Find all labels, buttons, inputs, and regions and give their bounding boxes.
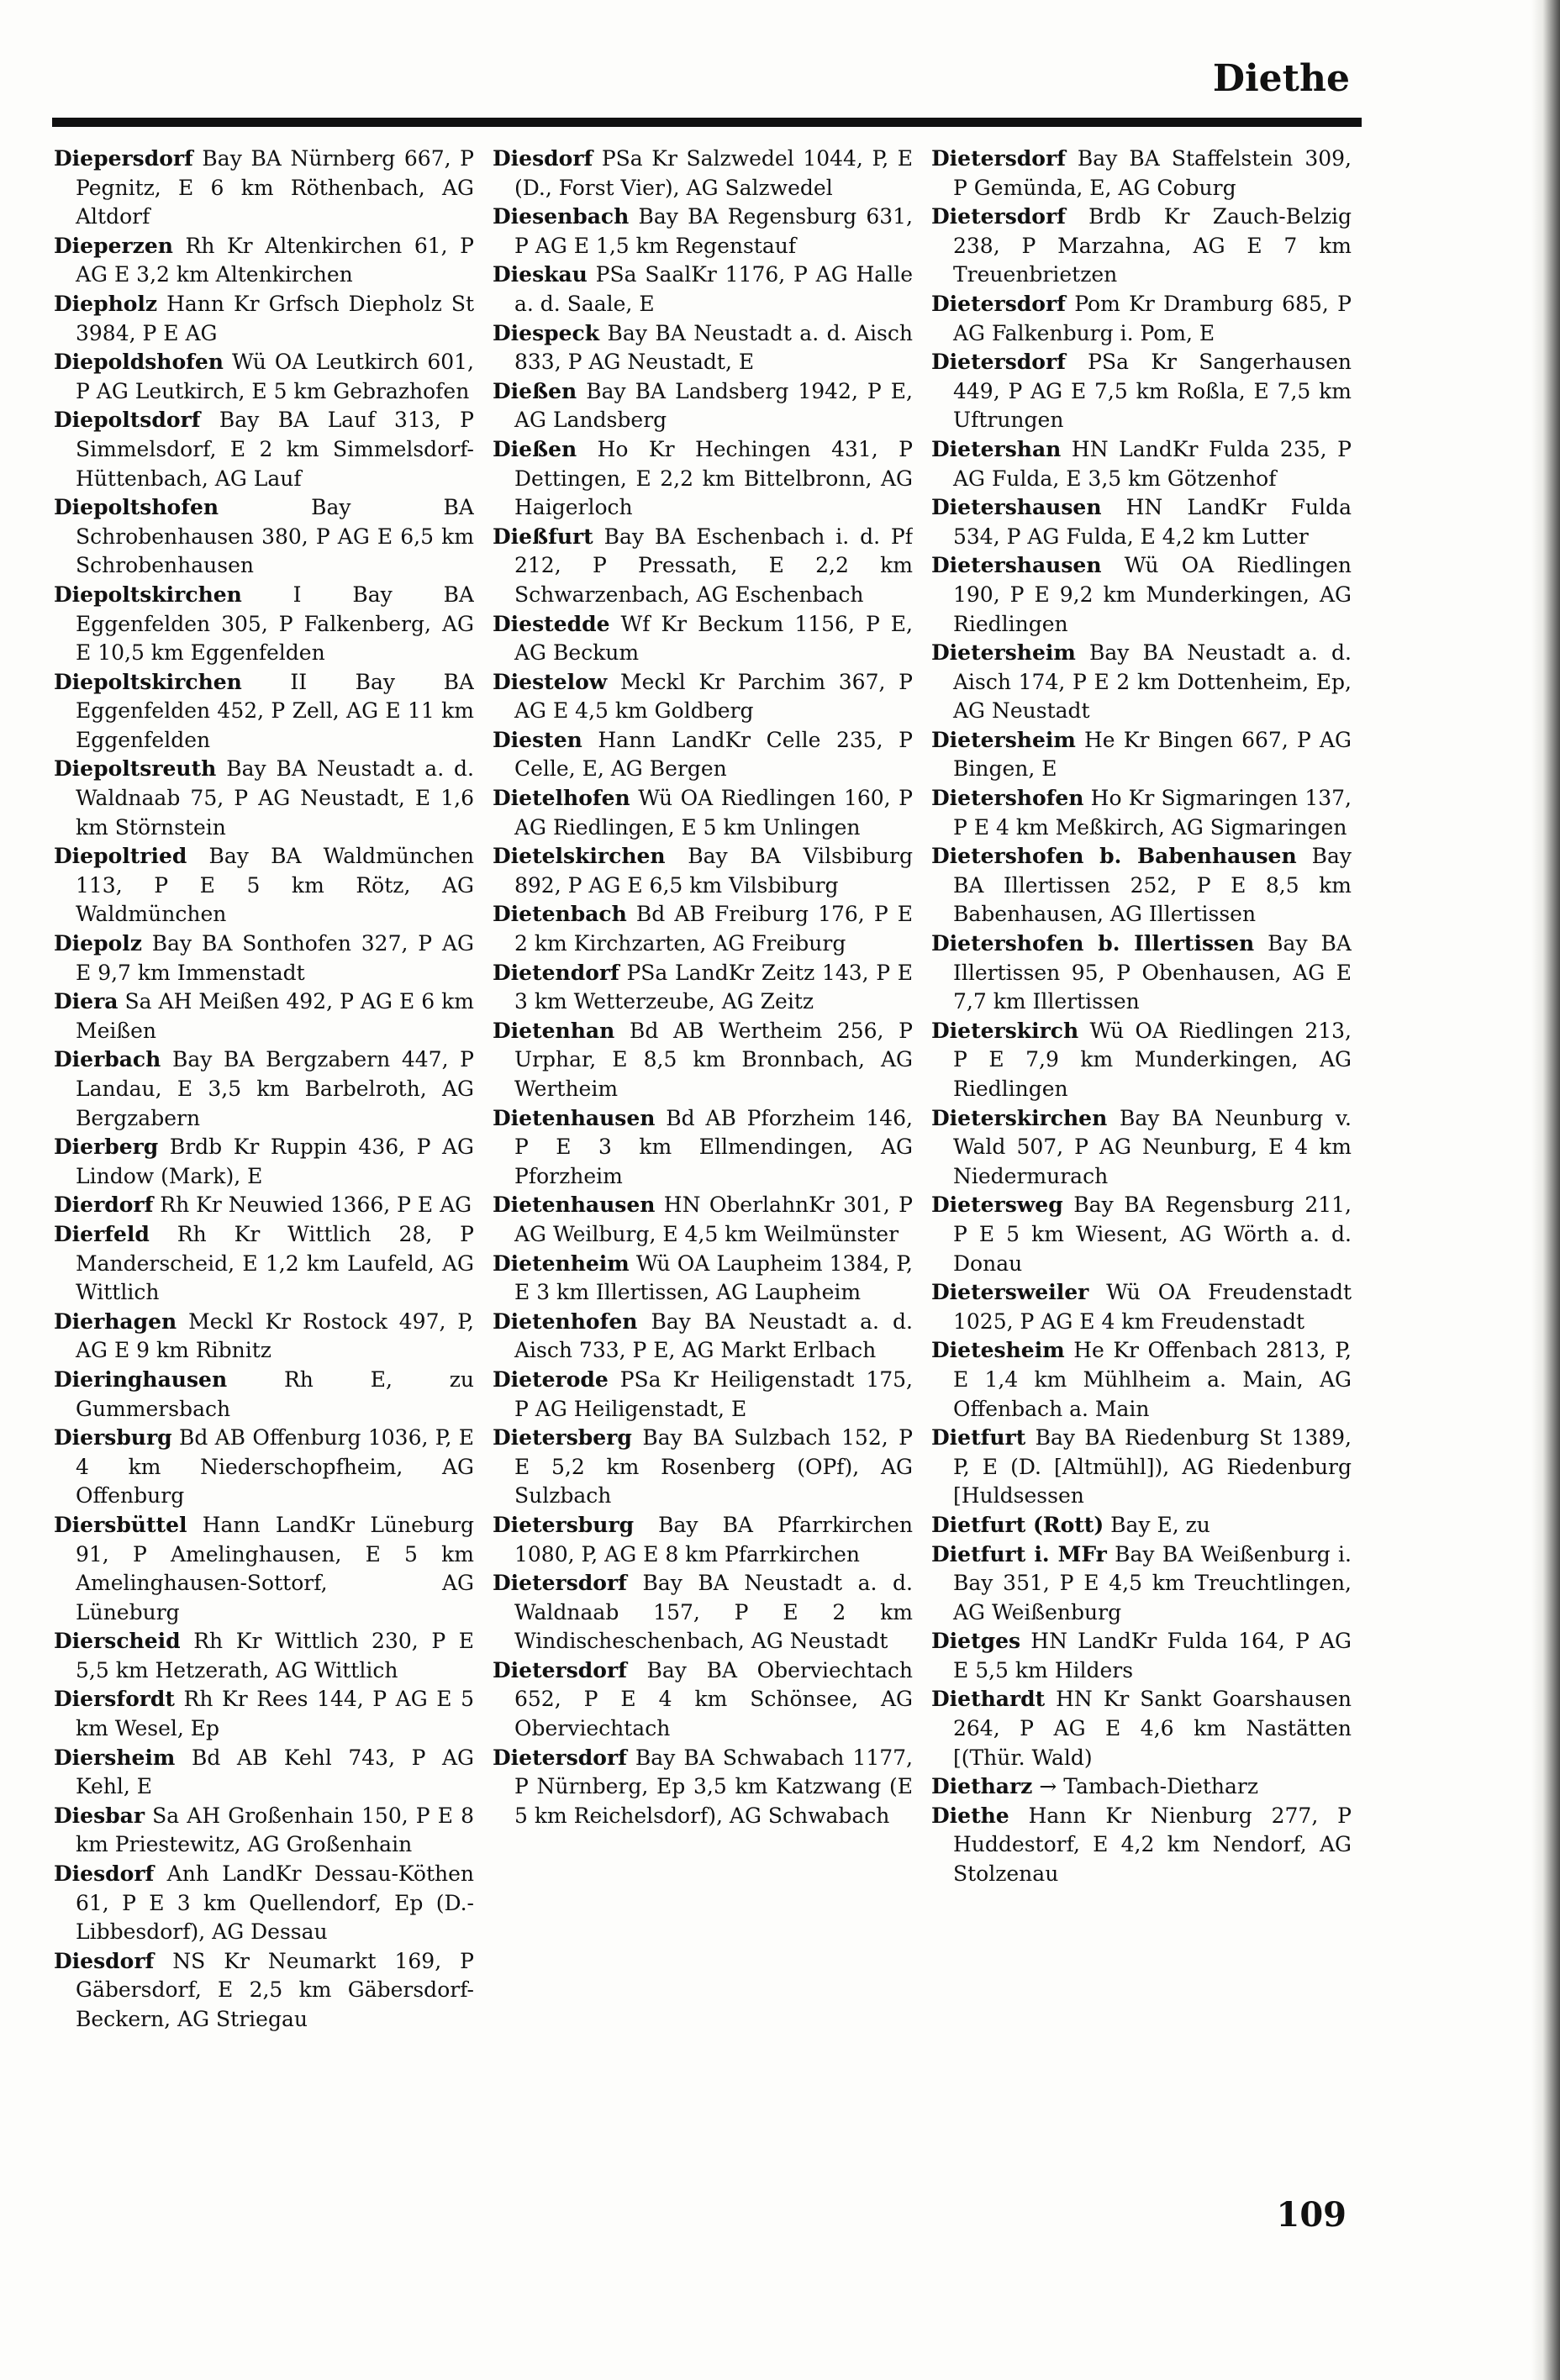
entry-headword: Diesenbach [493,204,630,229]
gazetteer-entry [54,1308,474,1366]
entry-headword: Dietenbach [493,902,627,927]
gazetteer-entry [493,1017,913,1104]
entry-headword: Diepholz [54,291,158,316]
gazetteer-entry [493,203,913,261]
gazetteer-entry [493,959,913,1017]
gazetteer-entry [54,1947,474,2035]
entry-text: Sa AH Großenhain 150, P E 8 km Priestewitz, AG Großenhain [76,1803,474,1857]
entry-text: PSa LandKr Zeitz 143, P E 3 km Wetterzeube, AG Zeitz [514,960,913,1014]
entry-text: Hann Kr Nienburg 277, P Huddestorf, E 4,2 km Nendorf, AG Stolzenau [953,1803,1352,1887]
entry-text: I Bay BA Eggenfelden 305, P Falkenberg, AG E 10,5 km Eggenfelden [76,582,474,666]
gazetteer-entry [931,784,1352,842]
entry-text: PSa Kr Sangerhausen 449, P AG E 7,5 km Roßla, E 7,5 km Uftrungen [953,350,1352,433]
entry-text: Wü OA Freudenstadt 1025, P AG E 4 km Freudenstadt [953,1280,1352,1334]
entry-text: → Tambach-Dietharz [1032,1774,1259,1799]
entry-text: Hann LandKr Celle 235, P Celle, E, AG Bergen [514,727,913,782]
entry-text: Bay BA Sonthofen 327, P AG E 9,7 km Immenstadt [76,931,474,985]
entry-text: Sa AH Meißen 492, P AG E 6 km Meißen [76,989,474,1043]
gazetteer-entry [493,377,913,435]
gazetteer-entry [931,929,1352,1017]
gazetteer-entry [931,1685,1352,1772]
gazetteer-entry [493,435,913,523]
gazetteer-entry [931,203,1352,290]
entry-headword: Dieskau [493,262,588,287]
entry-headword: Dietersweg [931,1193,1063,1218]
entry-text: Wü OA Riedlingen 160, P AG Riedlingen, E 5 km Unlingen [514,786,913,840]
gazetteer-entry [931,1104,1352,1192]
gazetteer-entry [931,842,1352,929]
entry-text: Bd AB Freiburg 176, P E 2 km Kirchzarten, AG Freiburg [514,902,913,956]
entry-text: Bay BA Neustadt a. d. Waldnaab 75, P AG Neustadt, E 1,6 km Störnstein [76,756,474,840]
gazetteer-entry [931,1191,1352,1278]
entry-text: HN LandKr Fulda 534, P AG Fulda, E 4,2 km Lutter [953,495,1352,549]
entry-text: Brdb Kr Ruppin 436, P AG Lindow (Mark), E [76,1135,474,1188]
entry-text: Rh Kr Wittlich 230, P E 5,5 km Hetzerath, AG Wittlich [76,1629,474,1682]
gazetteer-entry [54,987,474,1045]
entry-text: Bd AB Pforzheim 146, P E 3 km Ellmendingen, AG Pforzheim [514,1105,913,1188]
entry-text: Bay BA Staffelstein 309, P Gemünda, E, AG Coburg [953,146,1352,200]
gazetteer-entry [54,493,474,581]
entry-headword: Diepoltried [54,844,187,869]
gazetteer-entry [54,290,474,348]
gazetteer-entry [493,1308,913,1366]
entry-text: Ho Kr Hechingen 431, P Dettingen, E 2,2 km Bittelbronn, AG Haigerloch [514,436,913,520]
entry-text: NS Kr Neumarkt 169, P Gäbersdorf, E 2,5 km Gäbersdorf-Beckern, AG Striegau [76,1948,474,2031]
entry-headword: Dietershofen b. Illertissen [931,931,1255,956]
entry-text: Bay BA Schrobenhausen 380, P AG E 6,5 km Schrobenhausen [76,495,474,578]
gazetteer-entry [54,842,474,929]
gazetteer-entry [931,1017,1352,1104]
gazetteer-entry [931,145,1352,203]
entry-text: Hann Kr Grfsch Diepholz St 3984, P E AG [76,291,474,345]
gazetteer-entry [493,668,913,726]
gazetteer-entry [54,1366,474,1424]
entry-headword: Dietersdorf [931,146,1066,171]
entry-headword: Dietges [931,1629,1021,1654]
entry-headword: Dietershofen b. Babenhausen [931,844,1297,869]
entry-headword: Diesdorf [54,1861,155,1887]
gazetteer-entry [931,1540,1352,1628]
entry-text: Bay E, zu [1104,1512,1210,1537]
entry-text: PSa Kr Salzwedel 1044, P, E (D., Forst Vier), AG Salzwedel [514,146,913,200]
entry-headword: Dietendorf [493,960,619,985]
entry-text: Bay BA Waldmünchen 113, P E 5 km Rötz, AG Waldmünchen [76,844,474,927]
gazetteer-entry [931,290,1352,348]
entry-headword: Diethardt [931,1687,1046,1712]
entry-headword: Dietershofen [931,786,1084,811]
entry-text: Brdb Kr Zauch-Belzig 238, P Marzahna, AG E 7 km Treuenbrietzen [953,204,1352,287]
running-header: Diethe [1212,57,1350,100]
column-1 [54,145,474,2195]
entry-headword: Dietfurt [931,1425,1026,1451]
gazetteer-entry [54,1627,474,1685]
entry-text: Meckl Kr Parchim 367, P AG E 4,5 km Goldberg [514,669,913,724]
entry-text: Bay BA Riedenburg St 1389, P, E (D. [Altmühl]), AG Riedenburg [Huldsessen [953,1425,1352,1509]
gazetteer-entry [493,145,913,203]
gazetteer-entry [493,610,913,668]
gazetteer-entry [493,1511,913,1569]
gazetteer-entry [493,1424,913,1511]
gazetteer-entry [54,348,474,406]
entry-headword: Diestelow [493,669,608,694]
gazetteer-entry [54,1685,474,1743]
column-3 [931,145,1352,2195]
gazetteer-entry [931,726,1352,784]
gazetteer-entry [493,1744,913,1831]
entry-headword: Diepoltskirchen [54,582,242,607]
entry-headword: Diesdorf [493,146,593,171]
entry-headword: Diera [54,989,119,1014]
gazetteer-entry [54,1133,474,1191]
entry-text: II Bay BA Eggenfelden 452, P Zell, AG E 11 km Eggenfelden [76,669,474,752]
gazetteer-entry [54,1191,474,1220]
entry-text: Bay BA Pfarrkirchen 1080, P, AG E 8 km Pfarrkirchen [514,1512,913,1566]
entry-text: Anh LandKr Dessau-Köthen 61, P E 3 km Quellendorf, Ep (D.-Libbesdorf), AG Dessau [76,1861,474,1945]
entry-text: Bay BA Neunburg v. Wald 507, P AG Neunburg, E 4 km Niedermurach [953,1105,1352,1188]
gazetteer-entry [493,523,913,610]
entry-headword: Dietershan [931,436,1062,461]
entry-headword: Dieperzen [54,233,173,258]
gazetteer-entry [54,406,474,493]
entry-headword: Dietersheim [931,640,1076,666]
entry-text: Bay BA Oberviechtach 652, P E 4 km Schönsee, AG Oberviechtach [514,1657,913,1741]
gazetteer-entry [931,1772,1352,1802]
entry-headword: Diersbüttel [54,1512,187,1537]
gazetteer-entry [493,726,913,784]
entry-text: Ho Kr Sigmaringen 137, P E 4 km Meßkirch, AG Sigmaringen [953,786,1352,840]
gazetteer-entry [54,1860,474,1947]
gazetteer-entry [54,1220,474,1308]
entry-text: Pom Kr Dramburg 685, P AG Falkenburg i. Pom, E [953,291,1352,345]
entry-text: He Kr Bingen 667, P AG Bingen, E [953,727,1352,782]
entry-text: Bay BA Illertissen 252, P E 8,5 km Babenhausen, AG Illertissen [953,844,1352,927]
entry-headword: Dietelskirchen [493,844,666,869]
entry-headword: Diethe [931,1803,1009,1828]
entry-headword: Diespeck [493,320,600,345]
entry-text: Bay BA Schwabach 1177, P Nürnberg, Ep 3,5 km Katzwang (E 5 km Reichelsdorf), AG Schwabach [514,1745,913,1828]
entry-text: Bd AB Wertheim 256, P Urphar, E 8,5 km Bronnbach, AG Wertheim [514,1018,913,1101]
entry-text: Hann LandKr Lüneburg 91, P Amelinghausen, E 5 km Amelinghausen-Sottorf, AG Lüneburg [76,1512,474,1624]
entry-headword: Diepoldshofen [54,350,224,375]
entry-text: Bay BA Vilsbiburg 892, P AG E 6,5 km Vilsbiburg [514,844,913,898]
entry-text: Wü OA Laupheim 1384, P, E 3 km Illertissen, AG Laupheim [514,1251,913,1305]
entry-text: Rh Kr Neuwied 1366, P E AG [153,1193,472,1218]
gazetteer-entry [493,784,913,842]
entry-headword: Dietfurt i. MFr [931,1541,1107,1566]
entry-text: PSa Kr Heiligenstadt 175, P AG Heiligenstadt, E [514,1366,913,1421]
entry-text: Bay BA Bergzabern 447, P Landau, E 3,5 km Barbelroth, AG Bergzabern [76,1047,474,1130]
entry-headword: Dietersdorf [931,204,1066,229]
entry-headword: Diesbar [54,1803,145,1828]
entry-text: HN LandKr Fulda 235, P AG Fulda, E 3,5 km Götzenhof [953,436,1352,491]
page-number: 109 [1276,2195,1347,2235]
entry-text: Bay BA Lauf 313, P Simmelsdorf, E 2 km Simmelsdorf-Hüttenbach, AG Lauf [76,408,474,491]
entry-headword: Dietesheim [931,1338,1065,1363]
gazetteer-entry [931,1278,1352,1336]
entry-text: Bay BA Neustadt a. d. Aisch 833, P AG Neustadt, E [514,320,913,375]
entry-text: Bay BA Neustadt a. d. Aisch 174, P E 2 km Dottenheim, Ep, AG Neustadt [953,640,1352,724]
gazetteer-entry [931,493,1352,551]
gazetteer-entry [493,319,913,377]
entry-text: Rh Kr Wittlich 28, P Manderscheid, E 1,2 km Laufeld, AG Wittlich [76,1221,474,1305]
entry-headword: Dierdorf [54,1193,154,1218]
gazetteer-entry [54,581,474,668]
entry-headword: Diersburg [54,1425,172,1451]
gazetteer-entry [54,668,474,756]
entry-text: Bd AB Kehl 743, P AG Kehl, E [76,1745,474,1799]
entry-text: Rh Kr Altenkirchen 61, P AG E 3,2 km Altenkirchen [76,233,474,287]
entry-headword: Dierbach [54,1047,161,1072]
entry-text: Bay BA Nürnberg 667, P Pegnitz, E 6 km Röthenbach, AG Altdorf [76,146,474,229]
gazetteer-entry [54,145,474,232]
entry-headword: Diersfordt [54,1687,175,1712]
entry-text: Bay BA Sulzbach 152, P E 5,2 km Rosenberg (OPf), AG Sulzbach [514,1425,913,1509]
entry-headword: Dietersburg [493,1512,635,1537]
entry-text: He Kr Offenbach 2813, P, E 1,4 km Mühlheim a. Main, AG Offenbach a. Main [953,1338,1352,1421]
entry-text: Wü OA Riedlingen 190, P E 9,2 km Munderkingen, AG Riedlingen [953,553,1352,636]
entry-headword: Diesten [493,727,582,752]
entry-text: Rh Kr Rees 144, P AG E 5 km Wesel, Ep [76,1687,474,1741]
entry-headword: Dietenheim [493,1251,630,1276]
column-2 [493,145,913,2195]
entry-headword: Dietenhausen [493,1105,656,1130]
entry-text: Rh E, zu Gummersbach [76,1366,474,1421]
gazetteer-entry [493,1569,913,1656]
gazetteer-entry [493,900,913,958]
gazetteer-entry [54,1744,474,1802]
entry-text: Bay BA Landsberg 1942, P E, AG Landsberg [514,378,913,433]
header-rule [52,118,1362,127]
entry-headword: Diesdorf [54,1948,155,1973]
entry-headword: Dietershausen [931,495,1102,520]
gazetteer-entry [931,1627,1352,1685]
page-spine-shadow [1531,0,1560,2380]
entry-headword: Dietharz [931,1774,1033,1799]
entry-headword: Dierscheid [54,1629,181,1654]
entry-headword: Dietelhofen [493,786,630,811]
gazetteer-entry [54,755,474,842]
entry-headword: Dießfurt [493,524,593,549]
entry-headword: Diepoltshofen [54,495,219,520]
gazetteer-entry [493,1104,913,1192]
entry-headword: Dierberg [54,1135,159,1160]
entry-headword: Dietersweiler [931,1280,1089,1305]
entry-headword: Dießen [493,436,577,461]
entry-headword: Dieterskirch [931,1018,1079,1043]
entry-text: Meckl Kr Rostock 497, P, AG E 9 km Ribnitz [76,1308,474,1363]
entry-headword: Dietersdorf [493,1657,627,1682]
entry-headword: Dieterskirchen [931,1105,1108,1130]
entry-text: Bay BA Regensburg 631, P AG E 1,5 km Regenstauf [514,204,913,258]
entry-headword: Diestedde [493,611,610,636]
entry-headword: Diepolz [54,931,142,956]
entry-headword: Dietersdorf [931,350,1066,375]
entry-headword: Dieterode [493,1366,609,1392]
gazetteer-entry [493,1250,913,1308]
entry-text: Wü OA Riedlingen 213, P E 7,9 km Munderkingen, AG Riedlingen [953,1018,1352,1101]
entry-headword: Dierhagen [54,1308,177,1334]
entry-headword: Diepoltsdorf [54,408,201,433]
gazetteer-entry [493,842,913,900]
gazetteer-entry [931,551,1352,639]
entry-text: Bay BA Neustadt a. d. Waldnaab 157, P E 2 km Windischeschenbach, AG Neustadt [514,1571,913,1654]
entry-text: Bay BA Illertissen 95, P Obenhausen, AG E 7,7 km Illertissen [953,931,1352,1014]
entry-text: HN OberlahnKr 301, P AG Weilburg, E 4,5 km Weilmünster [514,1193,913,1246]
entry-text: HN Kr Sankt Goarshausen 264, P AG E 4,6 km Nastätten [(Thür. Wald) [953,1687,1352,1770]
gazetteer-entry [54,1045,474,1133]
entry-headword: Dießen [493,378,577,403]
gazetteer-entry [493,261,913,319]
entry-text: Bay BA Neustadt a. d. Aisch 733, P E, AG Markt Erlbach [514,1308,913,1363]
gazetteer-entry [493,1191,913,1249]
gazetteer-entry [54,1802,474,1860]
gazetteer-entry [931,1802,1352,1889]
entry-headword: Diepersdorf [54,146,193,171]
entry-text: Bd AB Offenburg 1036, P, E 4 km Niederschopfheim, AG Offenburg [76,1425,474,1509]
entry-text: Wf Kr Beckum 1156, P E, AG Beckum [514,611,913,666]
entry-headword: Dietenhan [493,1018,615,1043]
entry-headword: Dietersheim [931,727,1076,752]
gazetteer-entry [54,1511,474,1627]
entry-headword: Dieringhausen [54,1366,228,1392]
entry-headword: Dietersberg [493,1425,632,1451]
entry-headword: Diersheim [54,1745,176,1770]
gazetteer-entry [493,1656,913,1744]
entry-text: PSa SaalKr 1176, P AG Halle a. d. Saale, E [514,262,913,316]
gazetteer-entry [931,1424,1352,1511]
entry-text: Bay BA Regensburg 211, P E 5 km Wiesent, AG Wörth a. d. Donau [953,1193,1352,1276]
gazetteer-entry [54,232,474,290]
entry-headword: Dietershausen [931,553,1102,578]
entry-text: Wü OA Leutkirch 601, P AG Leutkirch, E 5 km Gebrazhofen [76,350,474,403]
entry-headword: Dietenhausen [493,1193,656,1218]
gazetteer-entry [931,435,1352,493]
entry-text: Bay BA Weißenburg i. Bay 351, P E 4,5 km Treuchtlingen, AG Weißenburg [953,1541,1352,1624]
entry-headword: Dietersdorf [493,1571,627,1596]
gazetteer-entry [931,1336,1352,1424]
gazetteer-entry [931,639,1352,726]
entry-text: Bay BA Eschenbach i. d. Pf 212, P Pressath, E 2,2 km Schwarzenbach, AG Eschenbach [514,524,913,607]
entry-headword: Dietersdorf [931,291,1066,316]
entry-headword: Diepoltskirchen [54,669,242,694]
entry-text: HN LandKr Fulda 164, P AG E 5,5 km Hilders [953,1629,1352,1682]
gazetteer-entry [54,929,474,987]
entry-headword: Dietenhofen [493,1308,638,1334]
entry-headword: Dietfurt (Rott) [931,1512,1104,1537]
entry-headword: Dietersdorf [493,1745,627,1770]
gazetteer-entry [493,1366,913,1424]
entry-headword: Diepoltsreuth [54,756,217,782]
gazetteer-entry [931,348,1352,435]
gazetteer-entry [931,1511,1352,1540]
entry-headword: Dierfeld [54,1221,150,1246]
gazetteer-entry [54,1424,474,1511]
